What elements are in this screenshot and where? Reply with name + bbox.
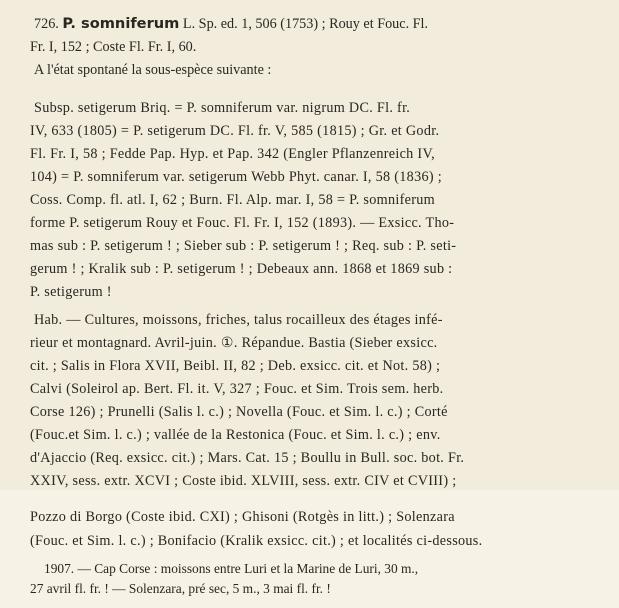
hab-line-8: XXIV, sess. extr. XCVI ; Coste ibid. XLVIII, sess. extr. CIV et CVIII) ;: [30, 473, 457, 489]
subsp-line-3: Fl. Fr. I, 58 ; Fedde Pap. Hyp. et Pap. 342 (Engler Pflanzenreich IV,: [30, 146, 436, 162]
hab-line-5: Corse 126) ; Prunelli (Salis l. c.) ; Novella (Fouc. et Sim. l. c.) ; Corté: [30, 404, 448, 420]
subsp-line-7: mas sub : P. setigerum ! ; Sieber sub : P. setigerum ! ; Req. sub : P. seti-: [30, 238, 457, 254]
subsp-line-4: 104) = P. somniferum var. setigerum Webb Phyt. canar. I, 58 (1836) ;: [30, 169, 442, 185]
subsp-line-5: Coss. Comp. fl. atl. I, 62 ; Burn. Fl. Alp. mar. I, 58 = P. somniferum: [30, 192, 435, 208]
entry-line-3: A l'état spontané la sous-espèce suivante :: [34, 62, 272, 78]
subsp-line-2: IV, 633 (1805) = P. setigerum DC. Fl. fr. V, 585 (1815) ; Gr. et Godr.: [30, 123, 440, 139]
hab-line-10: (Fouc. et Sim. l. c.) ; Bonifacio (Kralik exsicc. cit.) ; et localités ci-dessous.: [30, 533, 483, 549]
entry-line-1: [34, 14, 428, 34]
hab-line-1: Hab. — Cultures, moissons, friches, talus rocailleux des étages infé-: [34, 312, 443, 328]
record-line-2: 27 avril fl. fr. ! — Solenzara, pré sec, 5 m., 3 mai fl. fr. !: [30, 581, 331, 596]
species-name: P. somniferum: [62, 15, 180, 32]
subsp-line-9: P. setigerum !: [30, 284, 112, 300]
hab-line-4: Calvi (Soleirol ap. Bert. Fl. it. V, 327 ; Fouc. et Sim. Trois sem. herb.: [30, 381, 444, 397]
subsp-line-8: gerum ! ; Kralik sub : P. setigerum ! ; Debeaux ann. 1868 et 1869 sub :: [30, 261, 453, 277]
hab-line-9: Pozzo di Borgo (Coste ibid. CXI) ; Ghisoni (Rotgès in litt.) ; Solenzara: [30, 509, 455, 525]
hab-line-7: d'Ajaccio (Req. exsicc. cit.) ; Mars. Cat. 15 ; Boullu in Bull. soc. bot. Fr.: [30, 450, 465, 466]
entry-line-1-rest: L. Sp. ed. 1, 506 (1753) ; Rouy et Fouc. Fl.: [179, 16, 429, 32]
entry-line-2: Fr. I, 152 ; Coste Fl. Fr. I, 60.: [30, 39, 197, 55]
hab-line-6: (Fouc.et Sim. l. c.) ; vallée de la Restonica (Fouc. et Sim. l. c.) ; env.: [30, 427, 441, 443]
entry-number: 726.: [34, 16, 59, 32]
hab-line-2: rieur et montagnard. Avril-juin. ①. Répandue. Bastia (Sieber exsicc.: [30, 335, 438, 351]
record-line-1: 1907. — Cap Corse : moissons entre Luri et la Marine de Luri, 30 m.,: [44, 561, 419, 576]
subsp-line-6: forme P. setigerum Rouy et Fouc. Fl. Fr. I, 152 (1893). — Exsicc. Tho-: [30, 215, 455, 231]
subsp-line-1: Subsp. setigerum Briq. = P. somniferum var. nigrum DC. Fl. fr.: [34, 100, 411, 116]
hab-line-3: cit. ; Salis in Flora XVII, Beibl. II, 82 ; Deb. exsicc. cit. et Not. 58) ;: [30, 358, 441, 374]
